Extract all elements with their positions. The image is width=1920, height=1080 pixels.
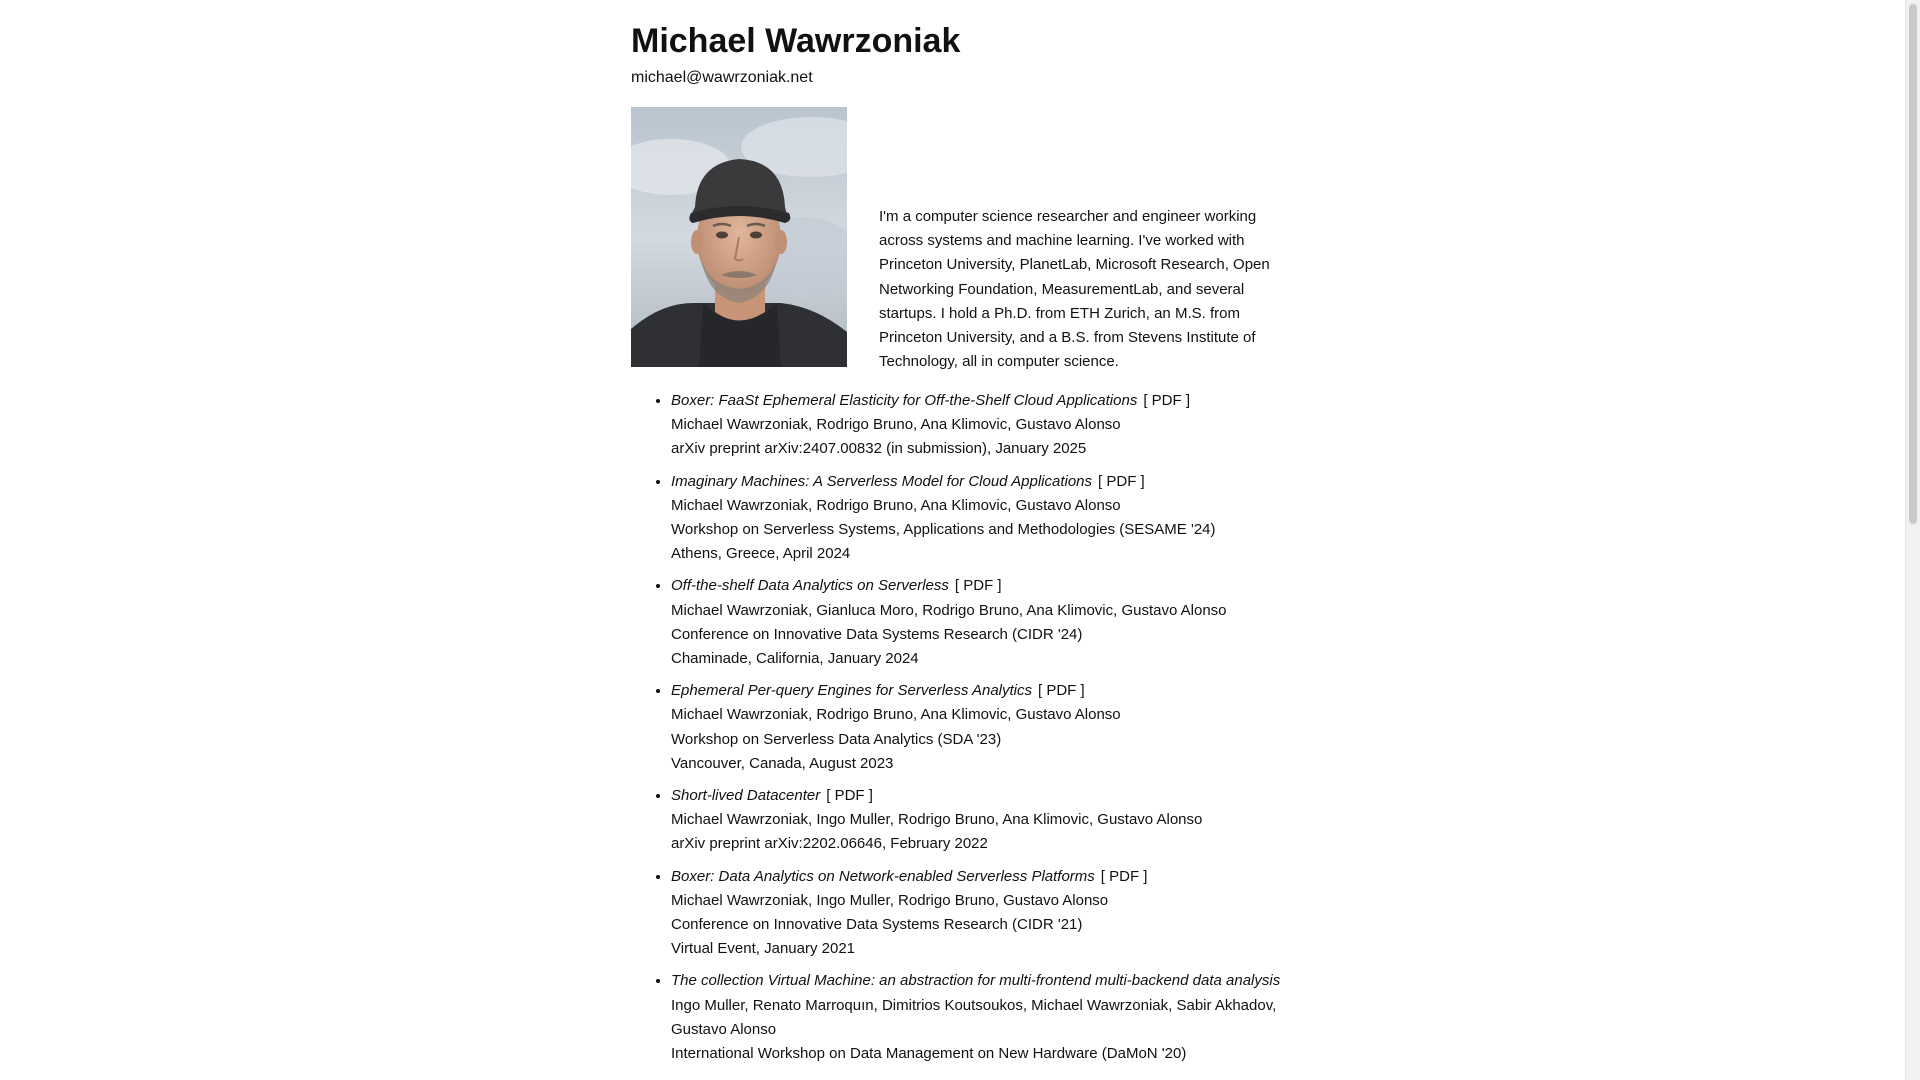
publication-authors: Michael Wawrzoniak, Ingo Muller, Rodrigo Bruno, Gustavo Alonso (671, 891, 1109, 909)
page-title: Michael Wawrzoniak (631, 22, 961, 60)
publication-location: Athens, Greece, April 2024 (671, 545, 851, 563)
publication-item (671, 865, 1281, 962)
publication-title: The collection Virtual Machine: an abstraction for multi-frontend multi-backend data analysis (671, 972, 1281, 990)
publication-authors: Michael Wawrzoniak, Gianluca Moro, Rodrigo Bruno, Ana Klimovic, Gustavo Alonso (671, 601, 1227, 619)
publication-item (671, 679, 1281, 776)
publication-item (671, 969, 1281, 1066)
publication-title: Ephemeral Per-query Engines for Serverless Analytics (671, 682, 1032, 700)
publication-location: Chaminade, California, January 2024 (671, 650, 919, 668)
pdf-link[interactable]: [ PDF ] (826, 787, 873, 805)
publication-location: Virtual Event, January 2021 (671, 940, 856, 958)
publication-item (671, 784, 1281, 857)
publication-title: Off-the-shelf Data Analytics on Serverless (671, 577, 949, 595)
publication-title: Imaginary Machines: A Serverless Model for Cloud Applications (671, 472, 1093, 490)
pdf-link[interactable]: [ PDF ] (1143, 392, 1190, 409)
publication-venue: arXiv preprint arXiv:2407.00832 (in submission), January 2025 (671, 440, 1087, 458)
email-link[interactable]: michael@wawrzoniak.net (631, 69, 813, 86)
publication-venue: Conference on Innovative Data Systems Research (CIDR '21) (671, 916, 1083, 934)
publication-authors: Michael Wawrzoniak, Rodrigo Bruno, Ana Klimovic, Gustavo Alonso (671, 496, 1121, 514)
publication-venue: arXiv preprint arXiv:2202.06646, February 2022 (671, 835, 988, 853)
publication-location: Vancouver, Canada, August 2023 (671, 754, 894, 772)
publication-venue: International Workshop on Data Management on New Hardware (DaMoN '20) (671, 1045, 1187, 1063)
publication-item (671, 470, 1281, 567)
publication-authors: Ingo Muller, Renato Marroquın, Dimitrios Koutsoukos, Michael Wawrzoniak, Sabir Akhadov, Gustavo Alonso (671, 996, 1277, 1038)
publication-venue: Conference on Innovative Data Systems Research (CIDR '24) (671, 625, 1083, 643)
publication-item (671, 389, 1281, 462)
vertical-scrollbar[interactable] (1905, 0, 1920, 1080)
publication-title: Boxer: Data Analytics on Network-enabled Serverless Platforms (671, 867, 1095, 885)
publication-venue: Workshop on Serverless Systems, Applications and Methodologies (SESAME '24) (671, 521, 1216, 539)
pdf-link[interactable]: [ PDF ] (1098, 472, 1145, 490)
publication-title: Boxer: FaaSt Ephemeral Elasticity for Off-the-Shelf Cloud Applications (671, 392, 1138, 409)
pdf-link[interactable]: [ PDF ] (1038, 682, 1085, 700)
publication-venue: Workshop on Serverless Data Analytics (SDA '23) (671, 730, 1002, 748)
pdf-link[interactable]: [ PDF ] (1100, 867, 1148, 885)
profile-photo (631, 107, 847, 367)
bio-text: I'm a computer science researcher and engineer working across systems and machine learning. I've worked with Princeton University, PlanetLab, Microsoft Research, Open Networking Foundation, MeasurementLab, and several startups. I hold a Ph.D. from ETH Zurich, an M.S. from Princeton University, and a B.S. from Stevens Institute of Technology, all in computer science. (879, 208, 1270, 371)
publication-item (671, 574, 1281, 671)
publication-authors: Michael Wawrzoniak, Rodrigo Bruno, Ana Klimovic, Gustavo Alonso (671, 416, 1121, 434)
publication-list (631, 389, 1281, 1074)
publication-authors: Michael Wawrzoniak, Rodrigo Bruno, Ana Klimovic, Gustavo Alonso (671, 706, 1121, 724)
publication-authors: Michael Wawrzoniak, Ingo Muller, Rodrigo Bruno, Ana Klimovic, Gustavo Alonso (671, 811, 1203, 829)
pdf-link[interactable]: [ PDF ] (954, 577, 1002, 595)
publication-title: Short-lived Datacenter (671, 787, 821, 805)
scrollbar-thumb[interactable] (1909, 4, 1917, 524)
